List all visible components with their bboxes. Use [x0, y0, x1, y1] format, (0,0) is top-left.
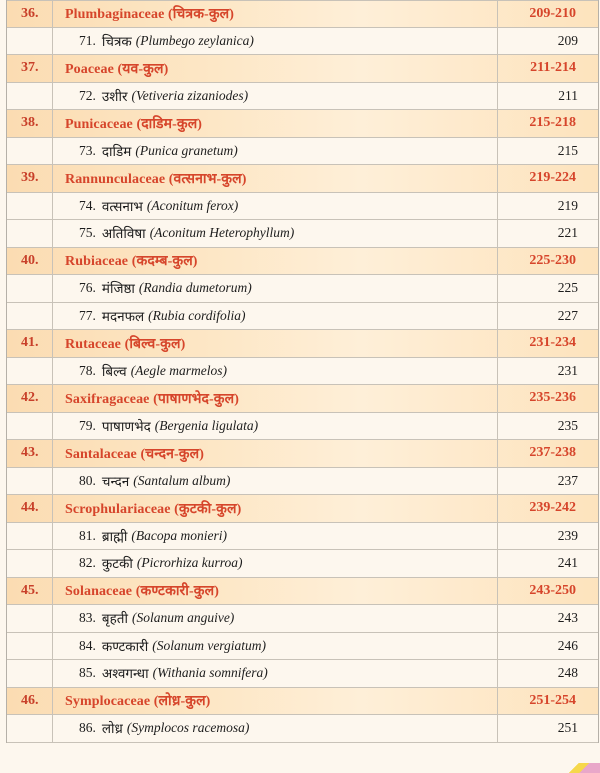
entry-page: 246 — [557, 637, 578, 653]
entry-number: 76. — [79, 280, 96, 296]
entry-hindi-name: दाडिम — [101, 143, 132, 159]
entry-page: 248 — [557, 665, 578, 681]
family-page-range: 211-214 — [530, 60, 576, 76]
entry-hindi-name: ब्राह्मी — [101, 528, 128, 544]
entry-page: 239 — [557, 527, 578, 543]
family-page-range: 209-210 — [529, 5, 576, 21]
entry-hindi-name: पाषाणभेद — [101, 418, 151, 434]
entry-hindi-name: उशीर — [101, 88, 128, 104]
corner-decoration — [558, 763, 600, 773]
entry-latin-name: (Rubia cordifolia) — [148, 307, 246, 323]
entry-latin-name: (Aegle marmelos) — [130, 362, 228, 378]
family-row — [7, 0, 598, 28]
entry-number: 86. — [79, 720, 96, 736]
family-name: Santalaceae (चन्दन-कुल) — [65, 446, 205, 462]
family-page-range: 215-218 — [529, 115, 576, 131]
entry-number: 79. — [79, 417, 96, 433]
entry-hindi-name: बृहती — [101, 611, 128, 627]
entry-row — [7, 28, 598, 56]
entry-hindi-name: अतिविषा — [101, 226, 146, 242]
entry-hindi-name: लोध्र — [101, 721, 123, 737]
family-number: 39. — [21, 170, 39, 186]
entry-number: 82. — [79, 555, 96, 571]
family-row — [7, 688, 598, 716]
entry-row — [7, 550, 598, 578]
family-number: 41. — [21, 335, 39, 351]
entry-latin-name: (Picrorhiza kurroa) — [136, 555, 243, 571]
entry-page: 219 — [557, 197, 578, 213]
entry-row — [7, 660, 598, 688]
entry-number: 75. — [79, 225, 96, 241]
entry-row — [7, 275, 598, 303]
entry-hindi-name: मंजिष्ठा — [101, 281, 135, 297]
family-name: Plumbaginaceae (चित्रक-कुल) — [65, 7, 235, 23]
entry-number: 83. — [79, 610, 96, 626]
family-name: Rutaceae (बिल्व-कुल) — [65, 336, 186, 352]
entry-number: 73. — [79, 142, 96, 158]
family-number: 36. — [21, 5, 39, 21]
family-number: 43. — [21, 445, 39, 461]
entry-number: 77. — [79, 307, 96, 323]
entry-latin-name: (Solanum anguive) — [131, 610, 235, 626]
entry-row — [7, 193, 598, 221]
entry-row — [7, 633, 598, 661]
entry-number: 84. — [79, 637, 96, 653]
entry-hindi-name: अश्वगन्धा — [101, 666, 149, 682]
family-number: 44. — [21, 500, 39, 516]
entry-page: 211 — [558, 87, 578, 103]
entry-page: 225 — [557, 280, 578, 296]
entry-page: 241 — [557, 555, 578, 571]
entry-number: 85. — [79, 665, 96, 681]
entry-row — [7, 303, 598, 331]
entry-latin-name: (Withania somnifera) — [152, 665, 268, 681]
family-page-range: 219-224 — [529, 170, 576, 186]
entry-page: 235 — [557, 417, 578, 433]
entry-number: 78. — [79, 362, 96, 378]
entry-latin-name: (Bacopa monieri) — [131, 527, 227, 543]
family-number: 46. — [21, 692, 39, 708]
family-page-range: 251-254 — [529, 692, 576, 708]
entry-number: 71. — [79, 32, 96, 48]
entry-row — [7, 413, 598, 441]
family-name: Symplocaceae (लोध्र-कुल) — [65, 694, 211, 710]
entry-latin-name: (Plumbego zeylanica) — [135, 32, 254, 48]
family-name: Rubiaceae (कदम्ब-कुल) — [65, 254, 198, 270]
entry-page: 237 — [557, 472, 578, 488]
family-row — [7, 385, 598, 413]
entry-hindi-name: चन्दन — [101, 473, 130, 489]
family-page-range: 235-236 — [529, 390, 576, 406]
family-row — [7, 248, 598, 276]
entry-latin-name: (Solanum vergiatum) — [152, 637, 267, 653]
family-page-range: 225-230 — [529, 252, 576, 268]
family-row — [7, 578, 598, 606]
entry-hindi-name: बिल्व — [101, 363, 127, 379]
family-row — [7, 165, 598, 193]
entry-page: 227 — [557, 307, 578, 323]
entry-hindi-name: चित्रक — [101, 33, 132, 49]
entry-number: 80. — [79, 472, 96, 488]
entry-latin-name: (Aconitum ferox) — [146, 197, 239, 213]
family-name: Poaceae (यव-कुल) — [65, 61, 169, 77]
family-number: 38. — [21, 115, 39, 131]
entry-row — [7, 523, 598, 551]
entry-hindi-name: कण्टकारी — [101, 638, 149, 654]
family-name: Scrophulariaceae (कुटकी-कुल) — [65, 501, 242, 517]
entry-row — [7, 605, 598, 633]
entry-row — [7, 138, 598, 166]
entry-hindi-name: कुटकी — [101, 556, 133, 572]
entry-row — [7, 358, 598, 386]
family-row — [7, 55, 598, 83]
entry-number: 81. — [79, 527, 96, 543]
family-page-range: 243-250 — [529, 582, 576, 598]
family-name: Saxifragaceae (पाषाणभेद-कुल) — [65, 391, 240, 407]
table-of-contents — [6, 0, 599, 743]
family-number: 40. — [21, 252, 39, 268]
family-row — [7, 495, 598, 523]
entry-page: 215 — [557, 142, 578, 158]
family-page-range: 239-242 — [529, 500, 576, 516]
entry-latin-name: (Bergenia ligulata) — [154, 417, 259, 433]
family-row — [7, 440, 598, 468]
family-row — [7, 110, 598, 138]
entry-hindi-name: वत्सनाभ — [101, 198, 143, 214]
entry-hindi-name: मदनफल — [101, 308, 145, 324]
entry-latin-name: (Symplocos racemosa) — [126, 720, 250, 736]
entry-number: 72. — [79, 87, 96, 103]
family-name: Solanaceae (कण्टकारी-कुल) — [65, 584, 219, 600]
entry-row — [7, 220, 598, 248]
family-number: 42. — [21, 390, 39, 406]
entry-page: 243 — [557, 610, 578, 626]
entry-number: 74. — [79, 197, 96, 213]
entry-latin-name: (Santalum album) — [133, 472, 231, 488]
entry-latin-name: (Vetiveria zizaniodes) — [131, 87, 249, 103]
entry-page: 209 — [557, 32, 578, 48]
entry-page: 221 — [557, 225, 578, 241]
entry-page: 251 — [557, 720, 578, 736]
family-number: 37. — [21, 60, 39, 76]
entry-latin-name: (Aconitum Heterophyllum) — [149, 225, 295, 241]
family-page-range: 237-238 — [529, 445, 576, 461]
entry-row — [7, 83, 598, 111]
entry-row — [7, 468, 598, 496]
entry-row — [7, 715, 598, 743]
family-number: 45. — [21, 582, 39, 598]
entry-page: 231 — [557, 362, 578, 378]
entry-latin-name: (Randia dumetorum) — [138, 280, 252, 296]
family-row — [7, 330, 598, 358]
family-name: Rannunculaceae (वत्सनाभ-कुल) — [65, 171, 247, 187]
family-page-range: 231-234 — [529, 335, 576, 351]
family-name: Punicaceae (दाडिम-कुल) — [65, 116, 203, 132]
entry-latin-name: (Punica granetum) — [135, 142, 238, 158]
